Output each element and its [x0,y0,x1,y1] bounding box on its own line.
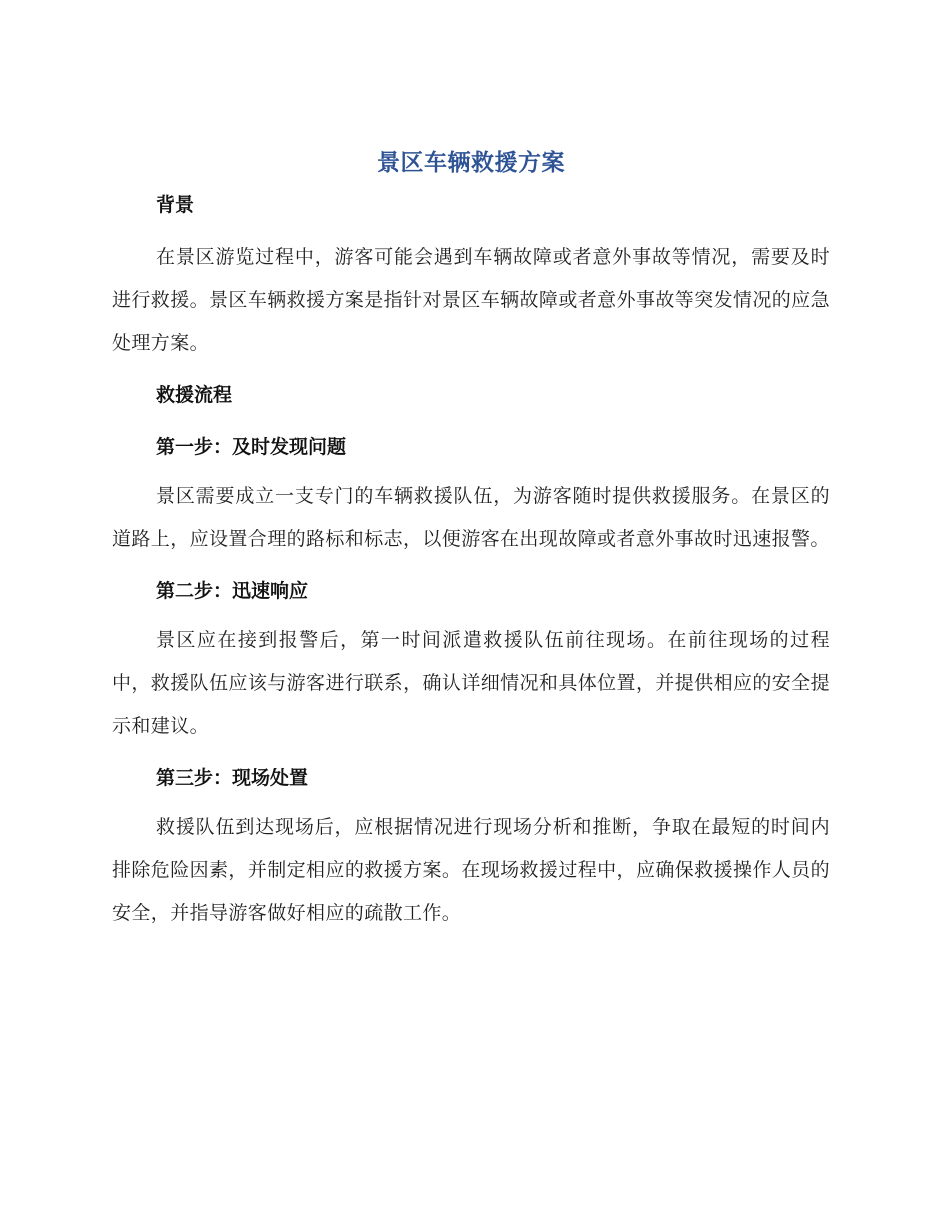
section-heading-step-two: 第二步：迅速响应 [156,580,309,602]
section-paragraph-step-three: 救援队伍到达现场后，应根据情况进行现场分析和推断，争取在最短的时间内排除危险因素，并制定相应的救援方案。在现场救援过程中，应确保救援操作人员的安全，并指导游客做好相应的疏散工作。 [112,816,830,924]
document-title: 景区车辆救援方案 [377,150,565,176]
section-paragraph-step-one: 景区需要成立一支专门的车辆救援队伍，为游客随时提供救援服务。在景区的道路上，应设置合理的路标和标志，以便游客在出现故障或者意外事故时迅速报警。 [112,485,830,550]
section-heading-step-one: 第一步：及时发现问题 [156,436,347,458]
document-page [112,145,830,935]
section-heading-rescue-process: 救援流程 [156,384,233,406]
section-paragraph-background: 在景区游览过程中，游客可能会遇到车辆故障或者意外事故等情况，需要及时进行救援。景区车辆救援方案是指针对景区车辆故障或者意外事故等突发情况的应急处理方案。 [112,246,830,354]
section-heading-background: 背景 [156,194,195,216]
section-paragraph-step-two: 景区应在接到报警后，第一时间派遣救援队伍前往现场。在前往现场的过程中，救援队伍应该与游客进行联系，确认详细情况和具体位置，并提供相应的安全提示和建议。 [112,629,830,737]
section-heading-step-three: 第三步：现场处置 [156,767,309,789]
